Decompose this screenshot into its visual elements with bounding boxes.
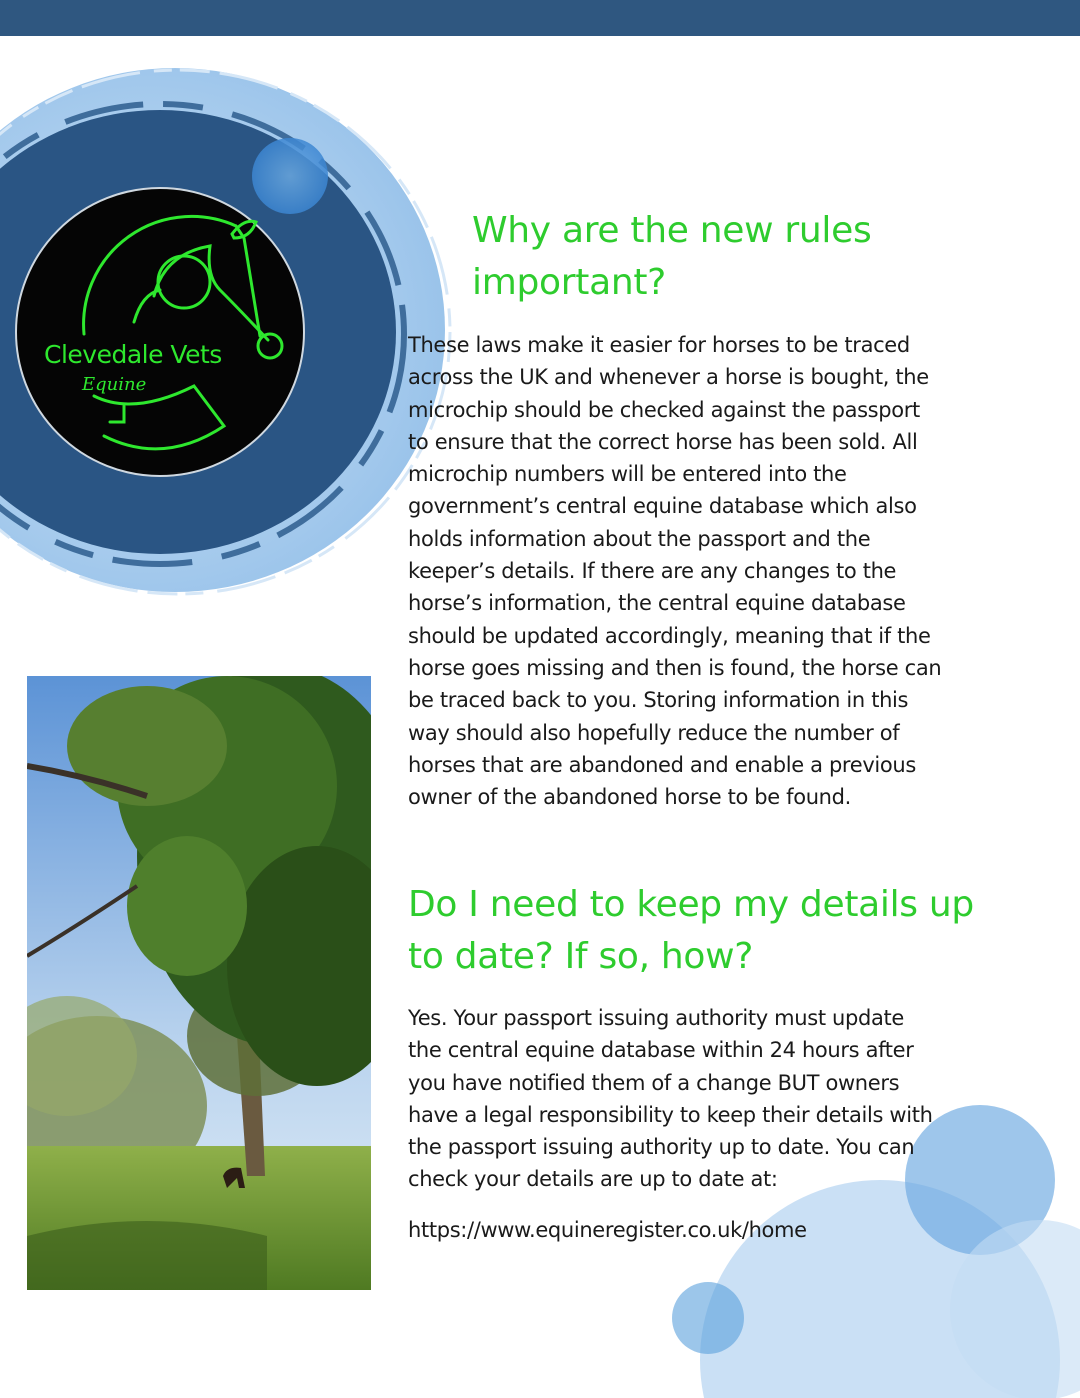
body-line: These laws make it easier for horses to be traced xyxy=(408,333,910,357)
body-line: have a legal responsibility to keep their details with xyxy=(408,1102,933,1127)
body-line: across the UK and whenever a horse is bought, the xyxy=(408,365,929,390)
body-line: owner of the abandoned horse to be found. xyxy=(408,785,851,810)
logo-subtitle: Equine xyxy=(82,374,147,395)
body-line: the passport issuing authority up to date. You can xyxy=(408,1135,915,1160)
horse-grazing-photo xyxy=(27,676,371,1290)
body-line: the central equine database within 24 hours after xyxy=(408,1038,914,1063)
logo-name: Clevedale Vets xyxy=(44,340,222,369)
body-line: should be updated accordingly, meaning that if the xyxy=(408,623,931,648)
body-line: way should also hopefully reduce the number of xyxy=(408,720,900,745)
heading-line: Why are the new rules xyxy=(472,210,872,251)
section-heading-update-details xyxy=(408,879,1028,983)
heading-line: to date? If so, how? xyxy=(408,936,754,977)
body-line: horse’s information, the central equine database xyxy=(408,591,906,616)
body-line: microchip should be checked against the passport xyxy=(408,397,920,422)
body-line: horse goes missing and then is found, the horse can xyxy=(408,655,942,680)
section-body-update-details xyxy=(408,1002,988,1196)
body-line: holds information about the passport and the xyxy=(408,526,871,551)
body-line: check your details are up to date at: xyxy=(408,1167,778,1192)
clevedale-vets-logo xyxy=(14,186,306,478)
body-line: horses that are abandoned and enable a previous xyxy=(408,752,916,777)
body-line: Yes. Your passport issuing authority must update xyxy=(408,1006,904,1030)
heading-line: important? xyxy=(472,262,666,303)
body-line: microchip numbers will be entered into the xyxy=(408,462,847,487)
small-circle xyxy=(672,1282,744,1354)
equine-register-link[interactable]: https://www.equineregister.co.uk/home xyxy=(408,1218,807,1242)
body-line: government’s central equine database which also xyxy=(408,494,917,519)
body-line: be traced back to you. Storing information in this xyxy=(408,688,909,713)
body-line: to ensure that the correct horse has been sold. All xyxy=(408,429,918,454)
section-heading-rules xyxy=(472,205,1032,309)
section-body-rules xyxy=(408,329,988,813)
heading-line: Do I need to keep my details up xyxy=(408,884,974,925)
body-line: you have notified them of a change BUT owners xyxy=(408,1070,900,1095)
body-line: keeper’s details. If there are any changes to the xyxy=(408,559,897,584)
